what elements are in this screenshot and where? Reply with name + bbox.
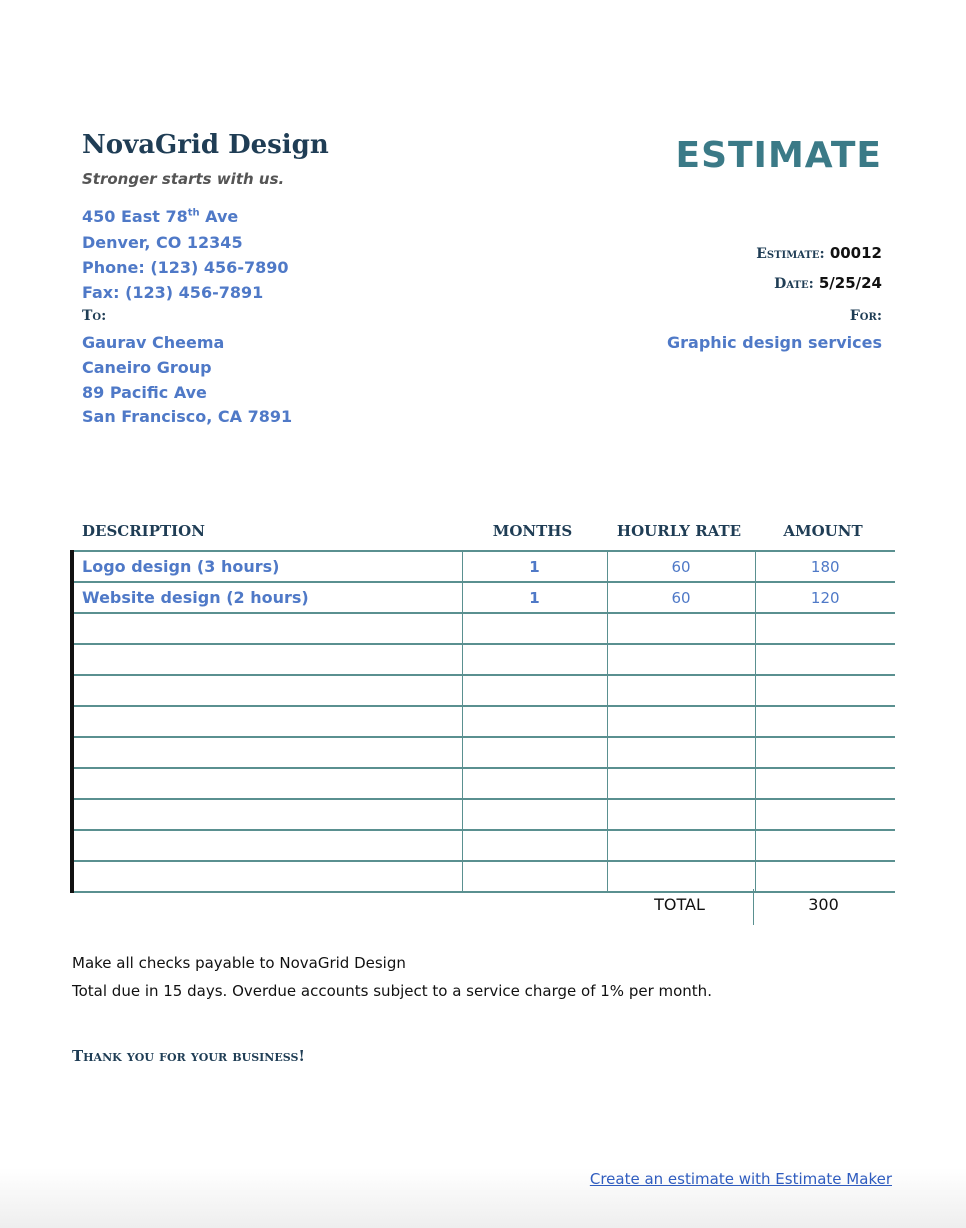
header-months: MONTHS — [492, 522, 573, 540]
row-amount: 180 — [755, 551, 895, 582]
row-amount — [755, 706, 895, 737]
estimate-date: 5/25/24 — [818, 274, 882, 292]
document-title: ESTIMATE — [675, 135, 882, 176]
row-amount — [755, 830, 895, 861]
company-street-name: Ave — [199, 207, 239, 226]
estimate-number: 00012 — [829, 244, 882, 262]
row-months: 1 — [462, 551, 607, 582]
recipient-city: San Francisco, CA 7891 — [82, 407, 293, 426]
table-row — [72, 613, 895, 644]
row-description: Logo design (3 hours) — [72, 551, 462, 582]
row-hourly-rate — [607, 613, 755, 644]
company-phone: Phone: (123) 456-7890 — [82, 258, 289, 277]
terms-note: Total due in 15 days. Overdue accounts subject to a service charge of 1% per month. — [72, 982, 712, 1000]
row-description — [72, 613, 462, 644]
row-description — [72, 830, 462, 861]
row-months — [462, 644, 607, 675]
table-row — [72, 768, 895, 799]
row-hourly-rate — [607, 830, 755, 861]
row-amount: 120 — [755, 582, 895, 613]
line-items-table — [70, 550, 893, 893]
table-row — [72, 737, 895, 768]
row-hourly-rate: 60 — [607, 582, 755, 613]
company-tagline: Stronger starts with us. — [82, 170, 285, 188]
recipient-company: Caneiro Group — [82, 358, 212, 377]
row-months — [462, 737, 607, 768]
company-fax: Fax: (123) 456-7891 — [82, 283, 264, 302]
row-amount — [755, 861, 895, 892]
table-row — [72, 706, 895, 737]
row-months — [462, 675, 607, 706]
row-amount — [755, 675, 895, 706]
row-description — [72, 675, 462, 706]
header-description: DESCRIPTION — [82, 522, 205, 540]
row-months — [462, 768, 607, 799]
header-amount: AMOUNT — [783, 522, 863, 540]
row-description — [72, 737, 462, 768]
date-label: Date: — [774, 276, 814, 292]
row-months — [462, 861, 607, 892]
table-row — [72, 830, 895, 861]
row-hourly-rate — [607, 737, 755, 768]
row-description — [72, 706, 462, 737]
row-hourly-rate: 60 — [607, 551, 755, 582]
header-hourly-rate: HOURLY RATE — [616, 522, 742, 540]
row-description — [72, 644, 462, 675]
row-description: Website design (2 hours) — [72, 582, 462, 613]
table-row — [72, 799, 895, 830]
row-months — [462, 706, 607, 737]
row-months — [462, 830, 607, 861]
company-city: Denver, CO 12345 — [82, 233, 243, 252]
row-description — [72, 799, 462, 830]
row-description — [72, 768, 462, 799]
table-row — [72, 861, 895, 892]
row-description — [72, 861, 462, 892]
total-value: 300 — [808, 895, 839, 914]
to-label: To: — [82, 308, 107, 324]
recipient-name: Gaurav Cheema — [82, 333, 225, 352]
row-months — [462, 613, 607, 644]
recipient-street: 89 Pacific Ave — [82, 383, 207, 402]
row-months — [462, 799, 607, 830]
row-hourly-rate — [607, 768, 755, 799]
estimate-number-label: Estimate: — [756, 246, 825, 262]
payable-note: Make all checks payable to NovaGrid Design — [72, 954, 406, 972]
table-row — [72, 551, 895, 582]
row-months: 1 — [462, 582, 607, 613]
row-amount — [755, 737, 895, 768]
estimate-maker-link[interactable]: Create an estimate with Estimate Maker — [589, 1170, 892, 1188]
table-row — [72, 675, 895, 706]
row-hourly-rate — [607, 799, 755, 830]
row-amount — [755, 768, 895, 799]
estimate-number-line — [756, 243, 882, 262]
line-items-body — [72, 551, 895, 892]
company-street-suffix: th — [187, 207, 200, 219]
row-amount — [755, 644, 895, 675]
company-street — [82, 207, 238, 226]
row-hourly-rate — [607, 675, 755, 706]
row-amount — [755, 613, 895, 644]
thank-you-note: Thank you for your business! — [72, 1047, 305, 1065]
company-name: NovaGrid Design — [82, 130, 329, 160]
company-street-number: 450 East 78 — [82, 207, 188, 226]
table-row — [72, 582, 895, 613]
row-hourly-rate — [607, 644, 755, 675]
row-hourly-rate — [607, 861, 755, 892]
for-label: For: — [849, 308, 882, 324]
table-row — [72, 644, 895, 675]
row-amount — [755, 799, 895, 830]
row-hourly-rate — [607, 706, 755, 737]
estimate-date-line — [774, 273, 882, 292]
for-description: Graphic design services — [667, 333, 882, 352]
total-label: TOTAL — [654, 895, 705, 914]
